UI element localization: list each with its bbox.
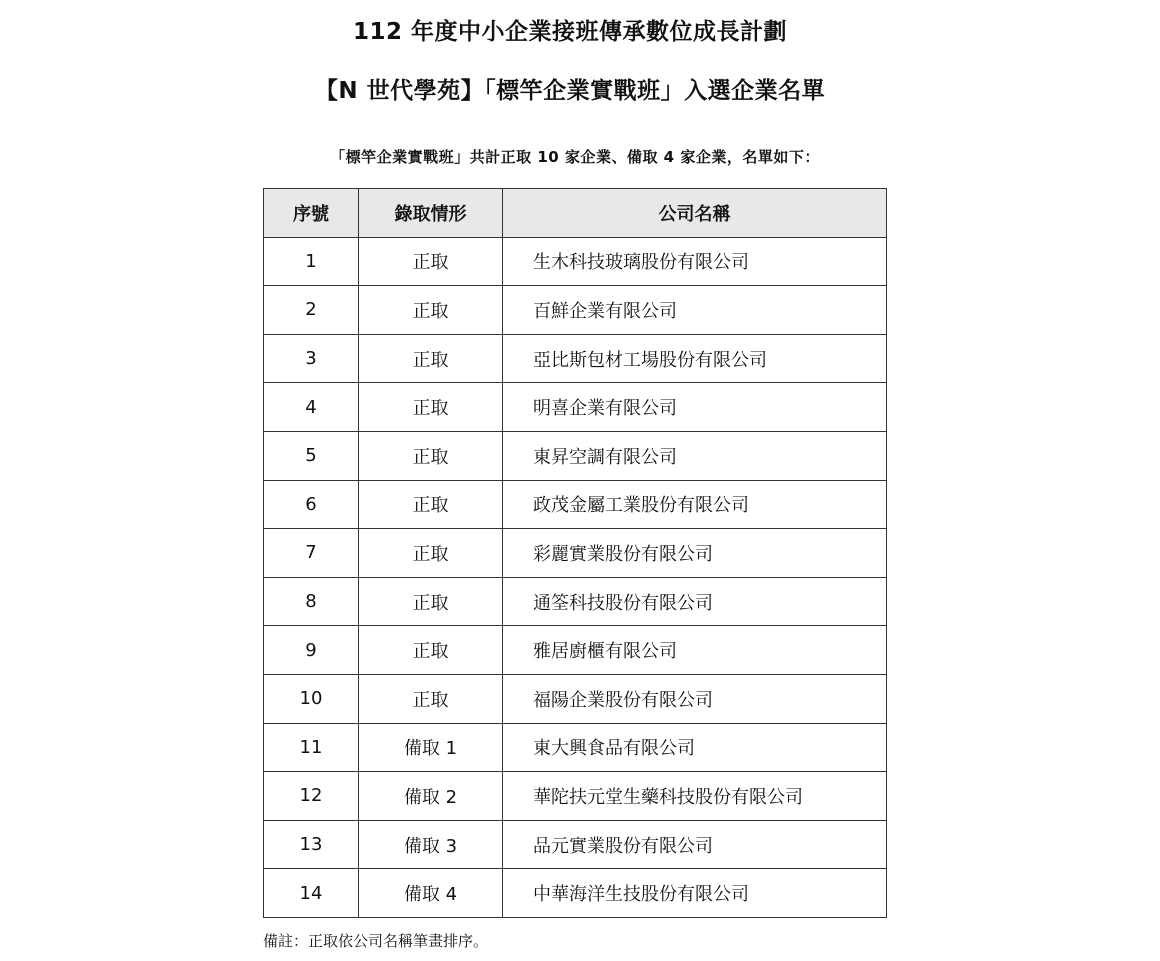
row-number: 6 [264, 480, 359, 529]
row-company: 明喜企業有限公司 [503, 383, 887, 432]
table-row [264, 674, 887, 723]
row-company: 中華海洋生技股份有限公司 [503, 869, 887, 918]
row-number: 9 [264, 626, 359, 675]
row-number: 5 [264, 431, 359, 480]
document-title: 112 年度中小企業接班傳承數位成長計劃 [352, 19, 788, 45]
table-header-row [264, 189, 887, 238]
row-number: 11 [264, 723, 359, 772]
row-status: 正取 [359, 626, 503, 675]
header-number: 序號 [264, 189, 359, 238]
row-company: 通筌科技股份有限公司 [503, 577, 887, 626]
row-company: 品元實業股份有限公司 [503, 820, 887, 869]
row-status: 正取 [359, 529, 503, 578]
row-company: 彩麗實業股份有限公司 [503, 529, 887, 578]
table-row [264, 237, 887, 286]
row-company: 亞比斯包材工場股份有限公司 [503, 334, 887, 383]
row-status: 正取 [359, 237, 503, 286]
row-status: 備取 1 [359, 723, 503, 772]
table-row [264, 383, 887, 432]
selection-table [263, 188, 887, 918]
document-subtitle: 【N 世代學苑】「標竿企業實戰班」入選企業名單 [314, 78, 826, 104]
table-row [264, 869, 887, 918]
table-row [264, 334, 887, 383]
table-row [264, 772, 887, 821]
row-number: 1 [264, 237, 359, 286]
row-number: 14 [264, 869, 359, 918]
table-row [264, 529, 887, 578]
table-row [264, 480, 887, 529]
row-company: 東昇空調有限公司 [503, 431, 887, 480]
row-status: 正取 [359, 334, 503, 383]
row-company: 生木科技玻璃股份有限公司 [503, 237, 887, 286]
row-number: 7 [264, 529, 359, 578]
row-company: 華陀扶元堂生藥科技股份有限公司 [503, 772, 887, 821]
row-status: 正取 [359, 577, 503, 626]
row-status: 正取 [359, 286, 503, 335]
row-number: 4 [264, 383, 359, 432]
row-company: 福陽企業股份有限公司 [503, 674, 887, 723]
row-status: 正取 [359, 431, 503, 480]
row-company: 東大興食品有限公司 [503, 723, 887, 772]
row-company: 政茂金屬工業股份有限公司 [503, 480, 887, 529]
row-company: 百鮮企業有限公司 [503, 286, 887, 335]
header-status: 錄取情形 [359, 189, 503, 238]
row-status: 備取 4 [359, 869, 503, 918]
row-status: 備取 2 [359, 772, 503, 821]
row-company: 雅居廚櫃有限公司 [503, 626, 887, 675]
table-row [264, 286, 887, 335]
row-number: 10 [264, 674, 359, 723]
row-status: 正取 [359, 383, 503, 432]
row-status: 正取 [359, 674, 503, 723]
table-row [264, 577, 887, 626]
table-row [264, 723, 887, 772]
row-number: 12 [264, 772, 359, 821]
row-number: 2 [264, 286, 359, 335]
table-row [264, 820, 887, 869]
table-row [264, 431, 887, 480]
row-status: 備取 3 [359, 820, 503, 869]
row-number: 3 [264, 334, 359, 383]
intro-text: 「標竿企業實戰班」共計正取 10 家企業、備取 4 家企業，名單如下： [330, 148, 820, 166]
footnote: 備註：正取依公司名稱筆畫排序。 [263, 932, 489, 950]
row-number: 13 [264, 820, 359, 869]
table-row [264, 626, 887, 675]
row-status: 正取 [359, 480, 503, 529]
header-company: 公司名稱 [503, 189, 887, 238]
row-number: 8 [264, 577, 359, 626]
